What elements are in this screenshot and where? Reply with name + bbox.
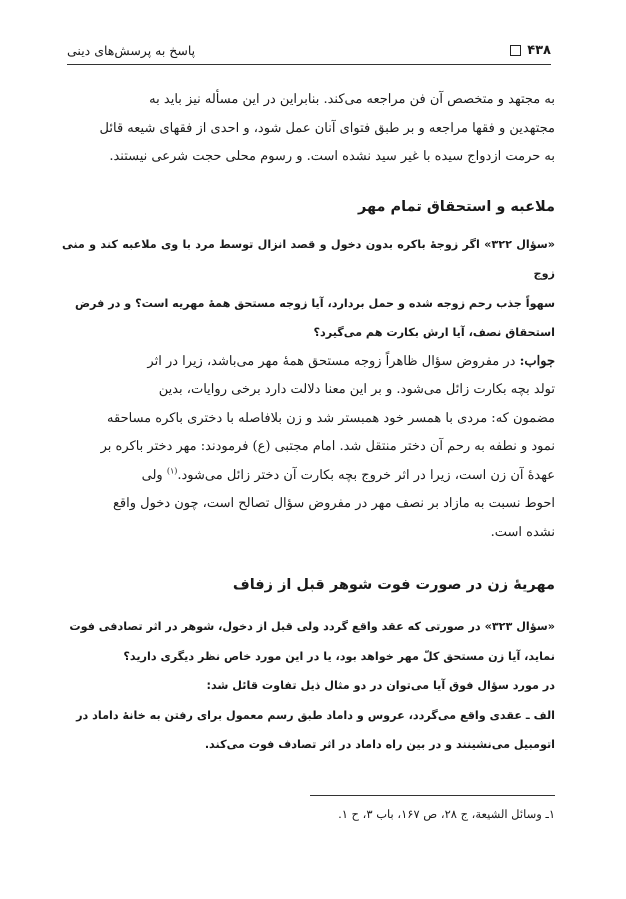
question-line: اتومبیل می‌نشینند و در بین راه داماد در اثر تصادف فوت می‌کند. <box>204 738 555 751</box>
intro-paragraph <box>62 86 555 172</box>
answer-line: احوط نسبت به مازاد بر نصف مهر در مفروض سؤال تصالح است، چون دخول واقع <box>112 496 555 511</box>
answer-text: در مفروض سؤال ظاهراً زوجه مستحق همهٔ مهر می‌باشد، زیرا در اثر <box>147 353 516 369</box>
question-line: سهواً جذب رحم زوجه شده و حمل بردارد، آیا زوجه مستحق همهٔ مهریه است؟ و در فرض <box>74 296 555 310</box>
running-header <box>67 38 551 62</box>
question-line: نماید، آیا زن مستحق کلّ مهر خواهد بود، یا در این مورد خاص نظر دیگری دارید؟ <box>123 649 555 663</box>
footnote-marker: (۱) <box>166 466 178 476</box>
answer-line <box>62 348 555 377</box>
answer-322 <box>62 348 555 548</box>
footnote-rule <box>310 795 555 796</box>
page-number-block <box>510 43 551 58</box>
question-line: الف ـ عقدی واقع می‌گردد، عروس و داماد طبق رسم معمول برای رفتن به خانهٔ داماد در <box>76 708 555 722</box>
answer-text: عهدهٔ آن زن است، زیرا در اثر خروج بچه بکارت آن دختر زائل می‌شود. <box>177 467 555 483</box>
answer-text-tail: ولی <box>141 467 163 483</box>
footnote: ۱ـ وسائل الشیعة، ج ۲۸، ص ۱۶۷، باب ۳، ح ۱. <box>338 807 555 821</box>
answer-line <box>62 462 555 491</box>
answer-line: تولد بچه بکارت زائل می‌شود. و بر این معنا دلالت دارد برخی روایات، بدین <box>158 382 555 397</box>
page-body <box>62 86 555 760</box>
section-heading: مهریهٔ زن در صورت فوت شوهر قبل از زفاف <box>232 577 555 593</box>
question-line: «سؤال ۳۲۲» اگر زوجهٔ باکره بدون دخول و قصد انزال توسط مرد با وی ملاعبه کند و منی زوج <box>62 237 556 280</box>
answer-line: نمود و نطفه به رحم آن دختر منتقل شد. امام مجتبی (ع) فرمودند: مهر دختر باکره بر <box>100 439 555 454</box>
book-title: پاسخ به پرسش‌های دینی <box>67 42 196 58</box>
header-rule <box>67 64 551 65</box>
square-icon <box>510 45 521 56</box>
question-line: «سؤال ۳۲۳» در صورتی که عقد واقع گردد ولی قبل از دخول، شوهر در اثر تصادفی فوت <box>69 620 555 633</box>
intro-line: مجتهدین و فقها مراجعه و بر طبق فتوای آنان عمل شود، و احدی از فقهای شیعه قائل <box>99 120 555 136</box>
intro-line: به حرمت ازدواج سیده با غیر سید نشده است. و رسوم محلی حجت شرعی نیستند. <box>109 149 555 164</box>
question-323 <box>62 612 555 760</box>
intro-line: به مجتهد و متخصص آن فن مراجعه می‌کند. بنابراین در این مسأله نیز باید به <box>149 92 555 107</box>
answer-line: مضمون که: مردی با همسر خود همبستر شد و زن بلافاصله با دختری باکره مساحقه <box>107 410 555 426</box>
question-line: استحقاق نصف، آیا ارش بکارت هم می‌گیرد؟ <box>313 326 555 339</box>
question-322 <box>62 230 555 348</box>
section-heading: ملاعبه و استحقاق تمام مهر <box>357 198 555 215</box>
question-line: در مورد سؤال فوق آیا می‌توان در دو مثال ذیل تفاوت قائل شد: <box>206 679 555 692</box>
answer-line: نشده است. <box>490 524 555 540</box>
page-number: ۴۳۸ <box>527 42 551 58</box>
answer-label: جواب: <box>519 353 555 369</box>
